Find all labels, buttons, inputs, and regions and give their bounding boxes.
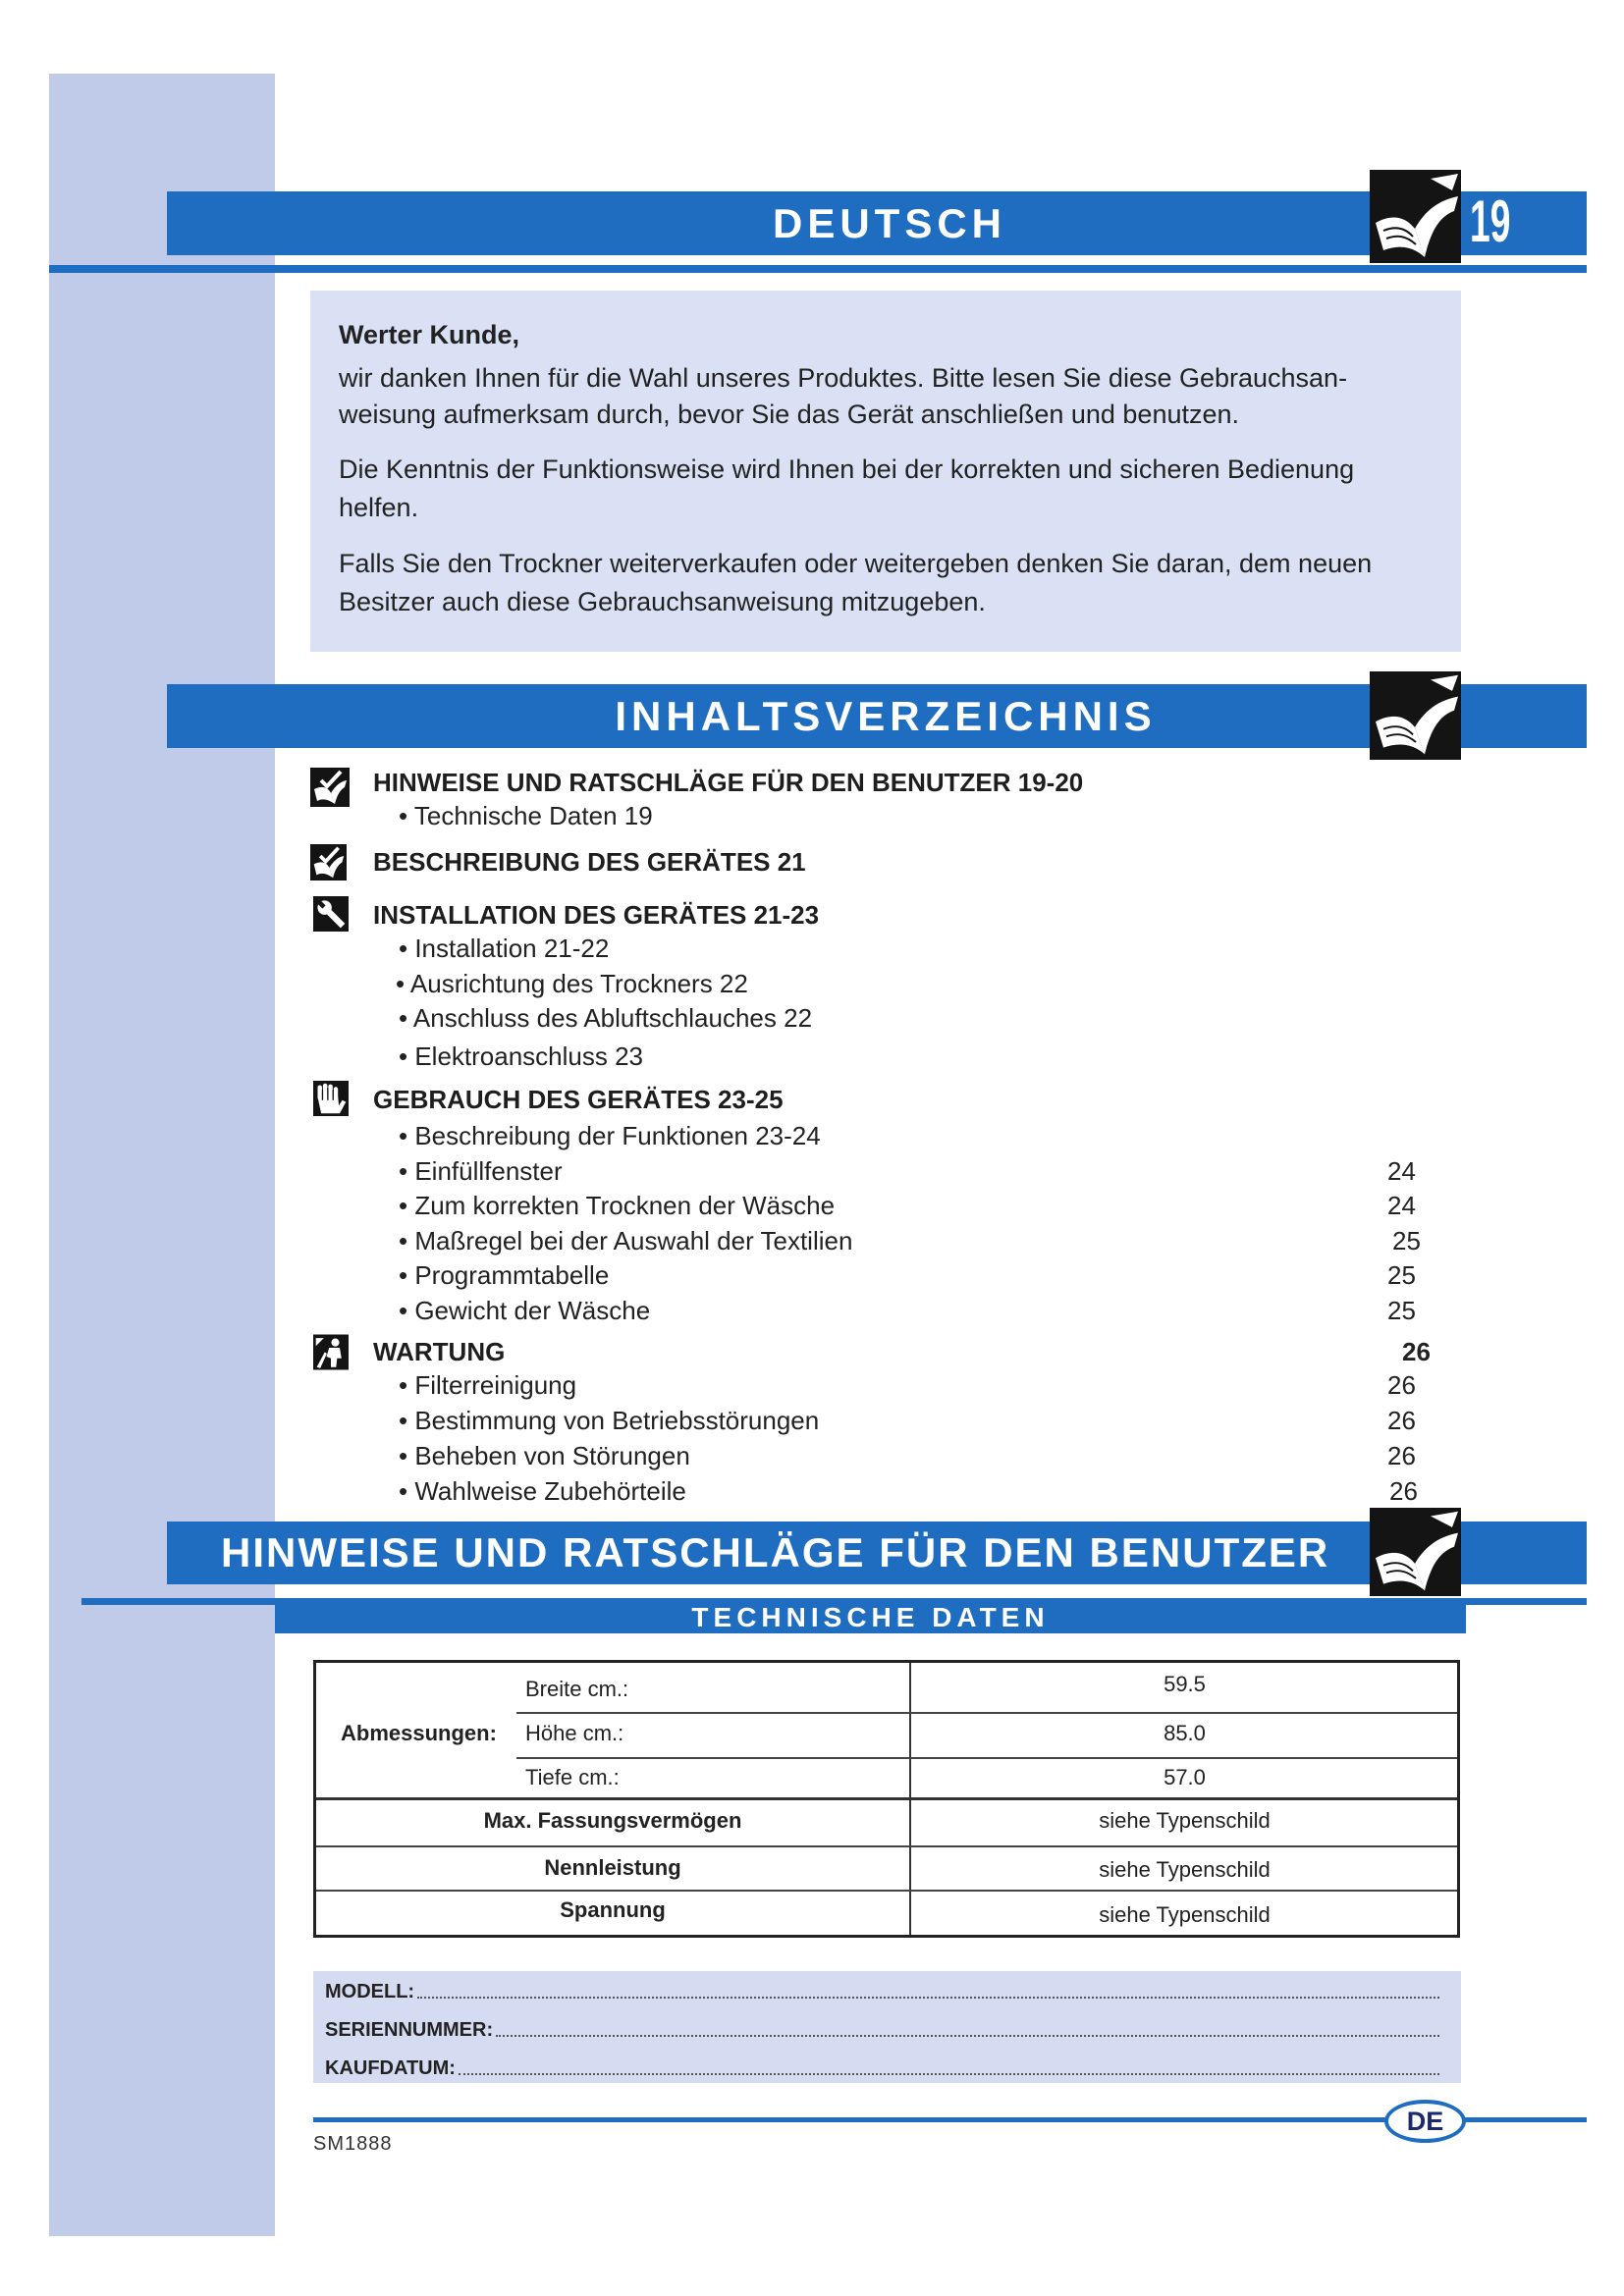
dimension-value: 57.0 [1164,1765,1206,1789]
welcome-line: Falls Sie den Trockner weiterverkaufen oder weitergeben denken Sie daran, dem neuen [339,549,1373,578]
dimensions-label: Abmessungen: [341,1721,497,1745]
purchase-date-write-line [459,2073,1439,2075]
toc-section-title: BESCHREIBUNG DES GERÄTES 21 [373,847,806,877]
table-rule [516,1757,1457,1759]
spec-value: siehe Typenschild [1099,1857,1271,1882]
dimension-value: 85.0 [1164,1721,1206,1745]
dimension-label: Tiefe cm.: [525,1765,620,1789]
welcome-line: Besitzer auch diese Gebrauchsanweisung mitzugeben. [339,587,986,616]
toc-item: • Beschreibung der Funktionen 23-24 [399,1121,821,1150]
toc-page-number: 26 [1387,1370,1416,1400]
toc-section-title: WARTUNG [373,1337,506,1366]
dimension-value: 59.5 [1164,1672,1206,1696]
table-rule [316,1845,1457,1847]
table-rule [316,1890,1457,1892]
purchase-date-label: KAUFDATUM: [325,2057,456,2079]
toc-section-title: GEBRAUCH DES GERÄTES 23-25 [373,1085,784,1114]
table-rule [316,1797,1457,1800]
toc-page-number: 26 [1387,1406,1416,1435]
model-write-line [417,1997,1439,1999]
purchase-date-field-row [325,2056,1439,2080]
model-field-row [325,1980,1439,2003]
toc-item: • Einfüllfenster [399,1156,563,1186]
welcome-line: weisung aufmerksam durch, bevor Sie das Gerät anschließen und benutzen. [339,400,1240,429]
spec-label: Nennleistung [544,1855,681,1880]
language-title: DEUTSCH [772,200,1006,246]
dimension-label: Breite cm.: [525,1677,629,1701]
header-rule [49,265,1587,273]
book-icon [1370,1508,1461,1596]
toc-item: • Anschluss des Abluftschlauches 22 [399,1003,813,1033]
toc-item: • Zum korrekten Trocknen der Wäsche [399,1191,836,1220]
toc-page-number: 26 [1387,1441,1416,1470]
welcome-line: Die Kenntnis der Funktionsweise wird Ihnen bei der korrekten und sicheren Bedienung [339,454,1355,484]
sidebar-band [49,74,275,2236]
toc-page-number: 26 [1389,1476,1418,1506]
spec-label: Spannung [560,1897,666,1922]
toc-item: • Bestimmung von Betriebsstörungen [399,1406,820,1435]
toc-page-number: 25 [1387,1296,1416,1325]
dimension-label: Höhe cm.: [525,1721,624,1745]
toc-page-number: 24 [1387,1156,1416,1186]
book-icon [1370,671,1461,760]
toc-item: • Gewicht der Wäsche [399,1296,651,1325]
hand-icon [313,1079,349,1118]
toc-item: • Technische Daten 19 [399,801,653,830]
spec-table [313,1660,1460,1938]
toc-page-number: 25 [1392,1226,1421,1255]
user-advice-title: HINWEISE UND RATSCHLÄGE FÜR DEN BENUTZER [221,1529,1330,1575]
book-check-icon [310,768,350,807]
toc-item: • Installation 21-22 [399,934,610,963]
spec-label: Max. Fassungsvermögen [483,1808,742,1833]
purchase-info-panel [313,1971,1461,2083]
serial-field-row [325,2018,1439,2042]
tech-data-subtitle: TECHNISCHE DATEN [275,1602,1466,1633]
document-code: SM1888 [313,2133,393,2155]
toc-item: • Maßregel bei der Auswahl der Textilien [399,1226,853,1255]
toc-item: • Elektroanschluss 23 [399,1041,644,1071]
model-label: MODELL: [325,1981,415,2002]
toc-item: • Programmtabelle [399,1260,610,1290]
wrench-icon [313,894,349,934]
toc-item: • Filterreinigung [399,1370,577,1400]
toc-heading: INHALTSVERZEICHNIS [615,693,1157,739]
welcome-line: wir danken Ihnen für die Wahl unseres Produktes. Bitte lesen Sie diese Gebrauchsan- [339,363,1348,393]
spec-value: siehe Typenschild [1099,1902,1271,1927]
page-number: 19 [1470,188,1511,254]
welcome-line: helfen. [339,493,419,522]
serial-write-line [496,2035,1439,2037]
toc-page-number: 25 [1387,1260,1416,1290]
table-rule [516,1712,1457,1714]
book-icon [1370,170,1461,263]
toc-item: • Wahlweise Zubehörteile [399,1476,686,1506]
toc-page-number: 26 [1402,1337,1431,1366]
welcome-greeting: Werter Kunde, [339,320,520,349]
maintenance-icon [313,1332,349,1372]
toc-page-number: 24 [1387,1191,1416,1220]
toc-item: • Beheben von Störungen [399,1441,690,1470]
language-badge: DE [1384,2100,1466,2143]
spec-value: siehe Typenschild [1099,1808,1271,1833]
toc-item: • Ausrichtung des Trockners 22 [396,969,748,998]
serial-label: SERIENNUMMER: [325,2019,494,2041]
book-check-icon [310,844,347,881]
toc-section-title: HINWEISE UND RATSCHLÄGE FÜR DEN BENUTZER 19-20 [373,768,1084,797]
toc-section-title: INSTALLATION DES GERÄTES 21-23 [373,900,820,930]
